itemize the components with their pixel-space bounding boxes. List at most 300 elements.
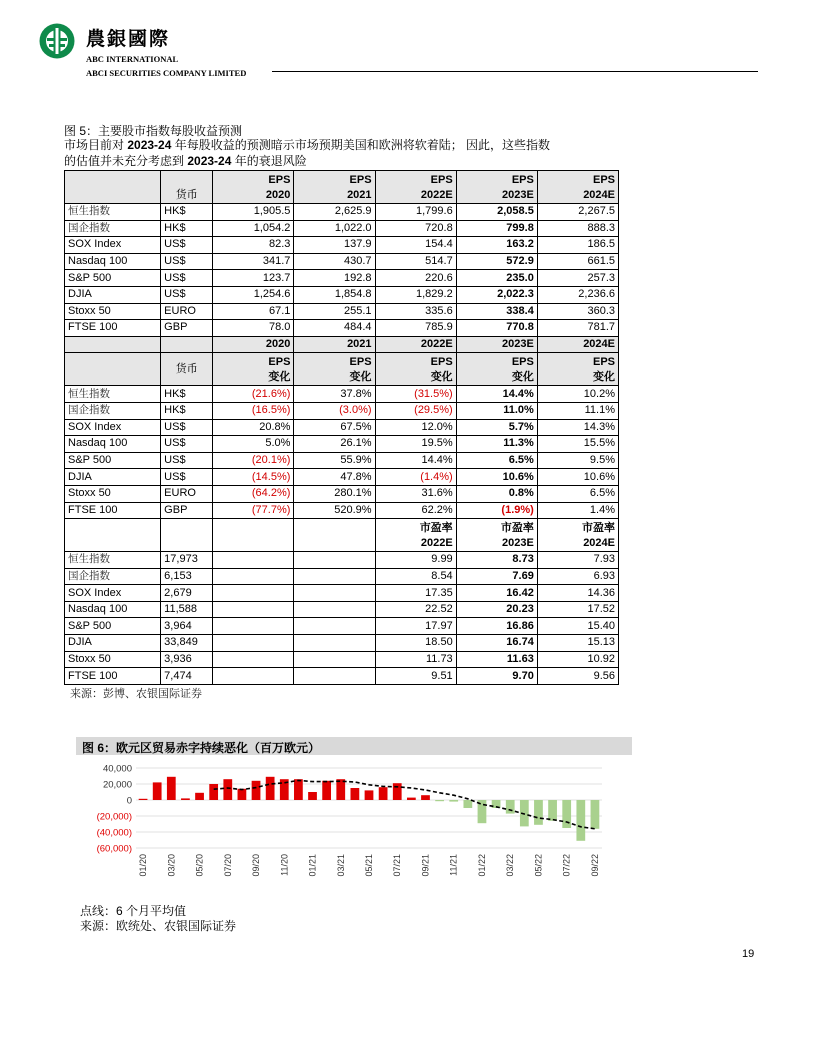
x-tick-label: 11/21	[448, 854, 459, 876]
table-row	[65, 568, 619, 585]
header-line: 变化	[593, 371, 615, 384]
header-line: EPS	[592, 356, 615, 369]
index-name: 恒生指数	[65, 386, 161, 403]
eps-change-col-header	[456, 353, 537, 386]
bar	[365, 790, 374, 800]
header-line: EPS	[430, 356, 453, 369]
x-tick-label: 07/21	[392, 854, 403, 877]
eps-value: 430.7	[294, 253, 375, 270]
header-line: 2024E	[583, 537, 615, 550]
eps-change-value: (31.5%)	[375, 386, 456, 403]
pe-value: 9.99	[375, 552, 456, 569]
table-row	[65, 303, 619, 320]
header-blank	[65, 519, 161, 552]
table-row	[65, 237, 619, 254]
pe-value: 9.70	[456, 668, 537, 685]
eps-change-value: 10.6%	[537, 469, 618, 486]
index-name: Stoxx 50	[65, 303, 161, 320]
eps-change-value: 11.0%	[456, 402, 537, 419]
eps-col-header	[456, 171, 537, 204]
index-eps-table	[64, 170, 619, 685]
brand-company-name: ABCI SECURITIES COMPANY LIMITED	[86, 68, 247, 78]
eps-change-value: 0.8%	[456, 485, 537, 502]
index-name: Nasdaq 100	[65, 253, 161, 270]
bar	[167, 777, 176, 800]
y-tick-label: 0	[126, 795, 132, 807]
empty-cell	[213, 618, 294, 635]
index-level: 3,936	[161, 651, 213, 668]
eps-change-value: 12.0%	[375, 419, 456, 436]
eps-value: 514.7	[375, 253, 456, 270]
pe-value: 16.42	[456, 585, 537, 602]
eps-value: 2,058.5	[456, 204, 537, 221]
currency: US$	[161, 270, 213, 287]
index-name: Stoxx 50	[65, 651, 161, 668]
eps-change-col-header	[537, 353, 618, 386]
bar	[534, 800, 543, 825]
x-tick-label: 11/20	[279, 854, 290, 876]
bar	[153, 782, 162, 800]
table-row	[65, 270, 619, 287]
index-name: S&P 500	[65, 452, 161, 469]
eps-change-value: (20.1%)	[213, 452, 294, 469]
index-name: DJIA	[65, 469, 161, 486]
index-name: FTSE 100	[65, 320, 161, 337]
bar	[181, 798, 190, 800]
eps-change-value: 31.6%	[375, 485, 456, 502]
currency-header: 货币	[161, 353, 213, 386]
header-line: 市盈率	[582, 522, 615, 535]
currency: HK$	[161, 220, 213, 237]
bar	[336, 779, 345, 800]
table-row	[65, 402, 619, 419]
brand-chinese-name: 農銀國際	[86, 28, 171, 50]
pe-value: 16.74	[456, 635, 537, 652]
index-name: FTSE 100	[65, 668, 161, 685]
eps-change-col-header	[375, 353, 456, 386]
pe-value: 17.97	[375, 618, 456, 635]
pe-col-header	[537, 519, 618, 552]
pe-col-header	[375, 519, 456, 552]
empty-cell	[294, 618, 375, 635]
header-blank	[161, 519, 213, 552]
pe-value: 7.69	[456, 568, 537, 585]
eps-value: 235.0	[456, 270, 537, 287]
eps-value: 67.1	[213, 303, 294, 320]
eps-col-header	[294, 171, 375, 204]
eps-change-value: 5.7%	[456, 419, 537, 436]
y-tick-label: (40,000)	[96, 827, 132, 839]
empty-cell	[294, 601, 375, 618]
eps-value: 154.4	[375, 237, 456, 254]
empty-cell	[213, 668, 294, 685]
table-row	[65, 220, 619, 237]
eps-change-value: 1.4%	[537, 502, 618, 519]
eps-value: 785.9	[375, 320, 456, 337]
pe-value: 9.56	[537, 668, 618, 685]
index-name: Nasdaq 100	[65, 601, 161, 618]
table-row	[65, 320, 619, 337]
index-level: 3,964	[161, 618, 213, 635]
eps-value: 1,022.0	[294, 220, 375, 237]
y-tick-label: (20,000)	[96, 811, 132, 823]
eps-change-value: 14.4%	[375, 452, 456, 469]
bar	[238, 789, 247, 800]
eps-change-value: (21.6%)	[213, 386, 294, 403]
index-name: 恒生指数	[65, 552, 161, 569]
index-level: 17,973	[161, 552, 213, 569]
eps-change-value: 6.5%	[456, 452, 537, 469]
table-row	[65, 286, 619, 303]
figure5-title: 图 5：主要股市指数每股收益预测	[64, 124, 243, 138]
eps-value: 1,054.2	[213, 220, 294, 237]
eps-change-value: 20.8%	[213, 419, 294, 436]
empty-cell	[294, 651, 375, 668]
pe-value: 11.63	[456, 651, 537, 668]
table-row	[65, 618, 619, 635]
empty-cell	[213, 568, 294, 585]
header-line: 2023E	[502, 537, 534, 550]
pe-value: 10.92	[537, 651, 618, 668]
eps-value: 1,799.6	[375, 204, 456, 221]
index-name: S&P 500	[65, 618, 161, 635]
table-row	[65, 552, 619, 569]
empty-cell	[294, 568, 375, 585]
header-line: 变化	[349, 371, 372, 384]
bar	[576, 800, 585, 841]
year-header: 2024E	[537, 336, 618, 353]
pe-value: 7.93	[537, 552, 618, 569]
x-tick-label: 01/21	[307, 854, 318, 877]
eps-value: 1,254.6	[213, 286, 294, 303]
bar	[449, 800, 458, 802]
pe-value: 8.54	[375, 568, 456, 585]
header-blank	[161, 336, 213, 353]
pe-value: 20.23	[456, 601, 537, 618]
eps-change-value: 520.9%	[294, 502, 375, 519]
currency: EURO	[161, 303, 213, 320]
header-blank	[65, 336, 161, 353]
eps-change-value: 11.3%	[456, 436, 537, 453]
eps-value: 661.5	[537, 253, 618, 270]
index-name: FTSE 100	[65, 502, 161, 519]
currency: US$	[161, 286, 213, 303]
index-level: 7,474	[161, 668, 213, 685]
index-name: 国企指数	[65, 402, 161, 419]
index-name: 国企指数	[65, 568, 161, 585]
y-tick-label: 20,000	[102, 779, 132, 791]
pe-value: 8.73	[456, 552, 537, 569]
eps-change-header-row	[65, 353, 619, 386]
eps-value: 2,236.6	[537, 286, 618, 303]
x-tick-label: 05/21	[364, 854, 374, 877]
header-line: 2020	[265, 189, 291, 201]
figure6-note: 点线：6 个月平均值	[80, 904, 187, 918]
x-tick-label: 05/20	[194, 854, 205, 877]
bar	[463, 800, 472, 808]
table-row	[65, 485, 619, 502]
empty-cell	[213, 651, 294, 668]
pe-value: 17.52	[537, 601, 618, 618]
abc-logo-icon	[38, 22, 76, 60]
table-row	[65, 668, 619, 685]
pe-value: 6.93	[537, 568, 618, 585]
header-blank	[65, 171, 161, 204]
empty-cell	[213, 552, 294, 569]
pe-header-row	[65, 519, 619, 552]
table-row	[65, 386, 619, 403]
table-row	[65, 469, 619, 486]
table-row	[65, 419, 619, 436]
eps-change-value: 14.4%	[456, 386, 537, 403]
index-name: SOX Index	[65, 237, 161, 254]
x-tick-label: 01/20	[138, 854, 149, 877]
eps-change-value: 5.0%	[213, 436, 294, 453]
table-row	[65, 635, 619, 652]
eps-change-value: 11.1%	[537, 402, 618, 419]
currency-header: 货币	[161, 171, 213, 204]
eps-change-value: (14.5%)	[213, 469, 294, 486]
eps-change-value: (64.2%)	[213, 485, 294, 502]
header-line: EPS	[511, 356, 534, 369]
pe-value: 18.50	[375, 635, 456, 652]
bar	[506, 800, 515, 814]
header-line: EPS	[430, 174, 453, 186]
index-name: 国企指数	[65, 220, 161, 237]
bar	[548, 800, 557, 821]
x-tick-label: 03/20	[166, 854, 177, 877]
currency: GBP	[161, 502, 213, 519]
empty-cell	[294, 585, 375, 602]
eps-value: 484.4	[294, 320, 375, 337]
empty-cell	[213, 635, 294, 652]
index-level: 6,153	[161, 568, 213, 585]
currency: EURO	[161, 485, 213, 502]
pe-col-header	[456, 519, 537, 552]
eps-change-value: 10.2%	[537, 386, 618, 403]
eps-value: 255.1	[294, 303, 375, 320]
header-line: 市盈率	[419, 522, 453, 535]
index-name: SOX Index	[65, 419, 161, 436]
eps-change-value: 19.5%	[375, 436, 456, 453]
bar	[223, 779, 232, 800]
y-tick-label: (60,000)	[96, 843, 132, 855]
bar	[562, 800, 571, 828]
header-line: 2022E	[420, 537, 453, 550]
eps-value: 338.4	[456, 303, 537, 320]
currency: US$	[161, 253, 213, 270]
header-blank	[65, 353, 161, 386]
eps-change-value: (1.9%)	[456, 502, 537, 519]
header-divider	[272, 71, 758, 72]
y-tick-label: 40,000	[102, 763, 132, 775]
x-tick-label: 03/21	[335, 854, 346, 877]
year-header: 2021	[294, 336, 375, 353]
table-row	[65, 204, 619, 221]
eps-value: 720.8	[375, 220, 456, 237]
eps-value: 335.6	[375, 303, 456, 320]
x-tick-label: 03/22	[505, 854, 516, 877]
eps-col-header	[537, 171, 618, 204]
bar	[266, 777, 275, 800]
eps-value: 770.8	[456, 320, 537, 337]
pe-value: 15.40	[537, 618, 618, 635]
currency: US$	[161, 237, 213, 254]
bar	[139, 799, 148, 800]
x-tick-label: 05/22	[533, 854, 544, 877]
index-level: 33,849	[161, 635, 213, 652]
eps-change-value: 14.3%	[537, 419, 618, 436]
eps-change-value: 37.8%	[294, 386, 375, 403]
eps-change-value: 47.8%	[294, 469, 375, 486]
empty-cell	[294, 552, 375, 569]
index-name: DJIA	[65, 635, 161, 652]
table-row	[65, 452, 619, 469]
eps-change-value: 55.9%	[294, 452, 375, 469]
index-name: SOX Index	[65, 585, 161, 602]
eps-col-header	[213, 171, 294, 204]
index-level: 2,679	[161, 585, 213, 602]
bar	[308, 792, 317, 800]
currency: HK$	[161, 204, 213, 221]
header-line: 变化	[268, 371, 291, 384]
figure6-source: 来源：欧统处、农银国际证券	[80, 919, 237, 933]
bar	[393, 783, 402, 800]
table-row	[65, 585, 619, 602]
header-line: EPS	[511, 174, 534, 186]
currency: US$	[161, 469, 213, 486]
eps-value: 78.0	[213, 320, 294, 337]
currency: US$	[161, 419, 213, 436]
x-tick-label: 01/22	[476, 854, 487, 877]
x-tick-label: 07/22	[561, 854, 572, 877]
header-blank	[213, 519, 294, 552]
eps-change-value: 9.5%	[537, 452, 618, 469]
eps-change-value: 6.5%	[537, 485, 618, 502]
header-line: EPS	[268, 356, 291, 369]
currency: HK$	[161, 386, 213, 403]
eps-change-value: 280.1%	[294, 485, 375, 502]
pe-value: 14.36	[537, 585, 618, 602]
eps-value: 192.8	[294, 270, 375, 287]
eps-change-value: (3.0%)	[294, 402, 375, 419]
eps-change-value: 26.1%	[294, 436, 375, 453]
index-name: 恒生指数	[65, 204, 161, 221]
index-level: 11,588	[161, 601, 213, 618]
figure5-source: 来源：彭博、农银国际证券	[70, 688, 202, 700]
header-blank	[294, 519, 375, 552]
eps-value: 360.3	[537, 303, 618, 320]
bar	[591, 800, 600, 829]
eps-change-value: (16.5%)	[213, 402, 294, 419]
year-header: 2023E	[456, 336, 537, 353]
eps-change-value: (29.5%)	[375, 402, 456, 419]
eps-value: 220.6	[375, 270, 456, 287]
eps-change-value: 62.2%	[375, 502, 456, 519]
eps-change-value: 15.5%	[537, 436, 618, 453]
bar	[195, 793, 204, 800]
bar	[294, 779, 303, 800]
index-name: DJIA	[65, 286, 161, 303]
index-name: Nasdaq 100	[65, 436, 161, 453]
header-line: 2024E	[583, 189, 615, 201]
eps-value: 888.3	[537, 220, 618, 237]
pe-value: 22.52	[375, 601, 456, 618]
figure6-title: 图 6：欧元区贸易赤字持续恶化（百万欧元）	[76, 737, 632, 755]
eps-value: 257.3	[537, 270, 618, 287]
figure5-description: 市场目前对 2023-24 年每股收益的预测暗示市场预期美国和欧洲将软着陆； 因此，这些指数 的估值并未充分考虑到 2023-24 年的衰退风险	[64, 138, 551, 168]
trade-balance-chart	[76, 756, 632, 896]
header-line: EPS	[349, 356, 372, 369]
year-header: 2022E	[375, 336, 456, 353]
x-tick-label: 09/22	[589, 854, 600, 877]
eps-change-col-header	[213, 353, 294, 386]
bar	[407, 798, 416, 800]
eps-header-row	[65, 171, 619, 204]
pe-value: 15.13	[537, 635, 618, 652]
bar	[209, 784, 218, 800]
pe-value: 9.51	[375, 668, 456, 685]
eps-value: 572.9	[456, 253, 537, 270]
header-line: 市盈率	[500, 522, 534, 535]
x-tick-label: 09/21	[420, 854, 431, 877]
header-line: 2023E	[502, 189, 534, 201]
currency: HK$	[161, 402, 213, 419]
eps-change-value: (1.4%)	[375, 469, 456, 486]
empty-cell	[213, 585, 294, 602]
header-line: EPS	[349, 174, 372, 186]
bar	[351, 788, 360, 800]
x-tick-label: 07/20	[222, 854, 233, 877]
eps-value: 1,905.5	[213, 204, 294, 221]
pe-value: 17.35	[375, 585, 456, 602]
table-row	[65, 253, 619, 270]
currency: GBP	[161, 320, 213, 337]
empty-cell	[213, 601, 294, 618]
header-line: 2022E	[420, 189, 453, 201]
eps-value: 2,022.3	[456, 286, 537, 303]
bar	[379, 787, 388, 800]
index-name: S&P 500	[65, 270, 161, 287]
header-line: EPS	[268, 174, 291, 186]
eps-value: 781.7	[537, 320, 618, 337]
eps-value: 123.7	[213, 270, 294, 287]
currency: US$	[161, 436, 213, 453]
bar	[421, 795, 430, 800]
table-row	[65, 436, 619, 453]
eps-value: 2,625.9	[294, 204, 375, 221]
bar	[252, 781, 261, 800]
pe-value: 11.73	[375, 651, 456, 668]
table-row	[65, 502, 619, 519]
header-line: EPS	[592, 174, 615, 186]
eps-value: 1,854.8	[294, 286, 375, 303]
eps-value: 2,267.5	[537, 204, 618, 221]
year-row	[65, 336, 619, 353]
eps-col-header	[375, 171, 456, 204]
bar	[435, 800, 444, 801]
eps-change-col-header	[294, 353, 375, 386]
header-line: 变化	[430, 371, 453, 384]
eps-value: 137.9	[294, 237, 375, 254]
eps-value: 1,829.2	[375, 286, 456, 303]
pe-value: 16.86	[456, 618, 537, 635]
eps-value: 82.3	[213, 237, 294, 254]
currency: US$	[161, 452, 213, 469]
table-row	[65, 651, 619, 668]
header-line: 变化	[511, 371, 534, 384]
eps-value: 163.2	[456, 237, 537, 254]
